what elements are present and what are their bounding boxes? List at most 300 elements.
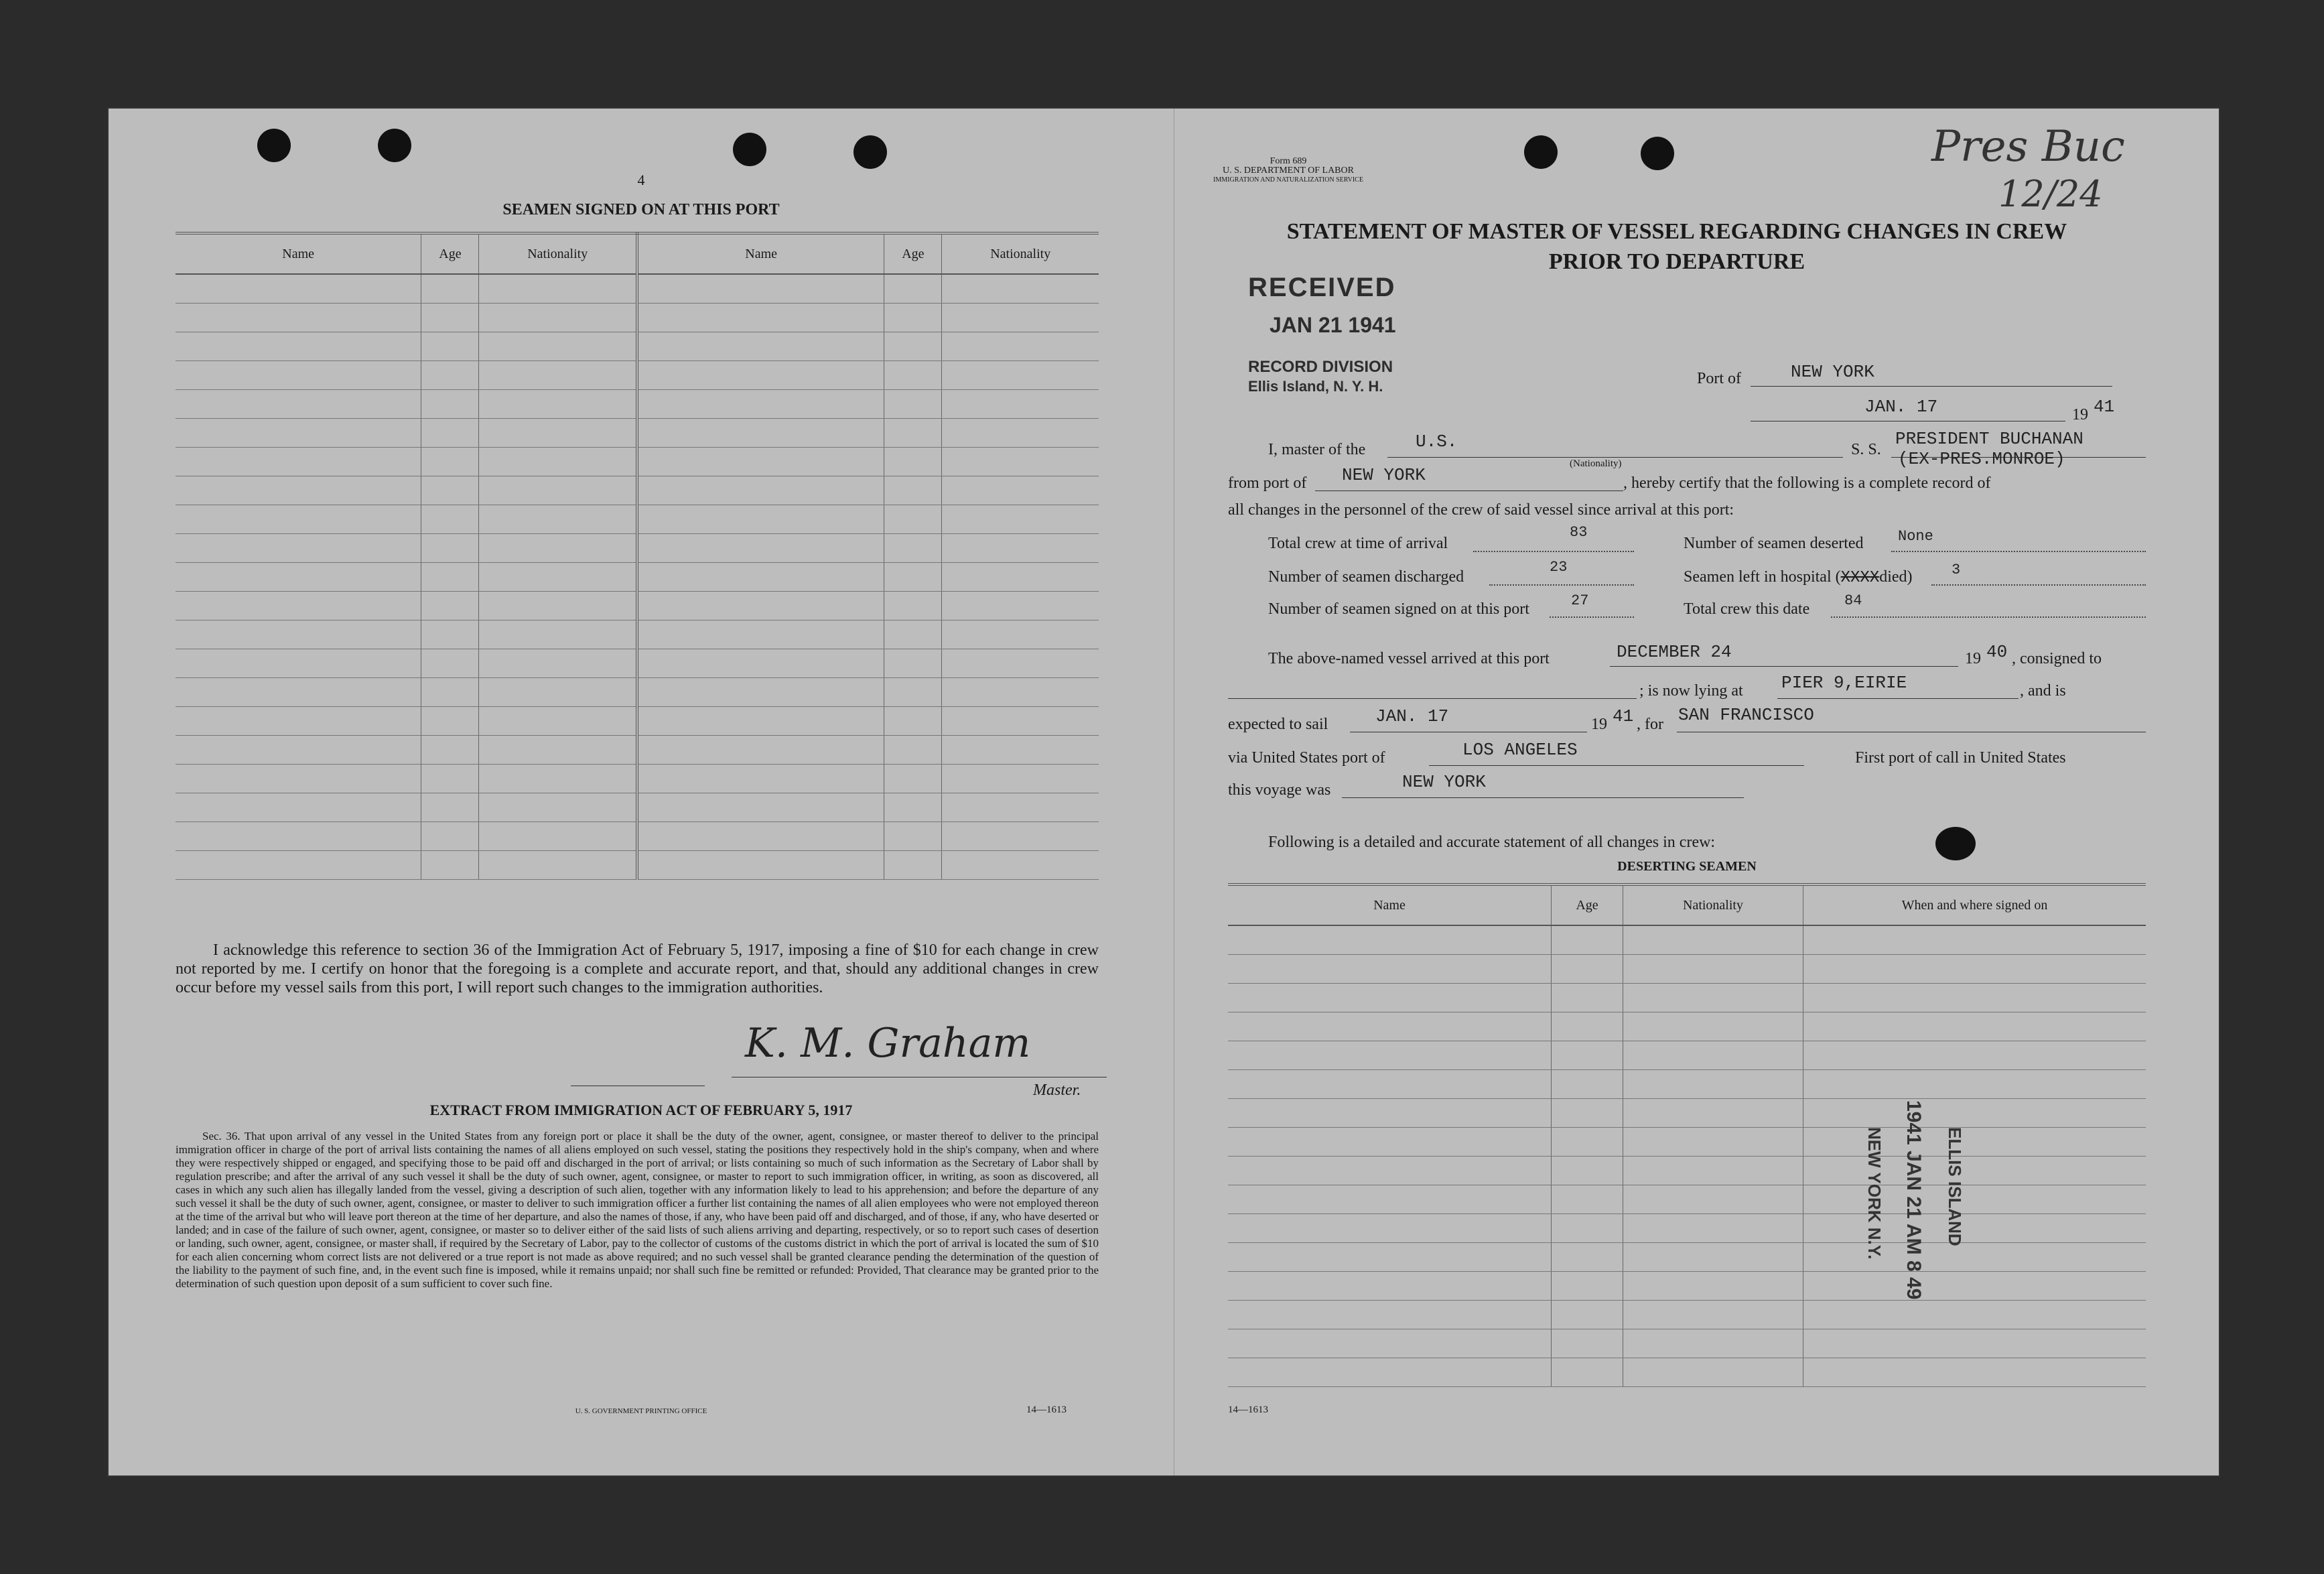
col-nationality: Nationality — [942, 233, 1099, 274]
master-signature: K. M. Graham — [745, 1020, 1031, 1067]
table-cell — [1552, 1358, 1623, 1387]
table-row — [176, 361, 1099, 390]
table-cell — [176, 736, 421, 765]
table-row — [176, 563, 1099, 592]
table-cell — [942, 563, 1099, 592]
table-row — [176, 736, 1099, 765]
table-row — [176, 765, 1099, 793]
table-cell — [1623, 1041, 1803, 1070]
stamp-division: RECORD DIVISION — [1248, 358, 1393, 376]
table-cell — [1228, 955, 1552, 984]
left-page — [109, 109, 1174, 1475]
col-name: Name — [1228, 884, 1552, 925]
table-cell — [637, 822, 884, 851]
table-cell — [637, 620, 884, 649]
table-row — [1228, 1243, 2146, 1272]
table-row — [1228, 1012, 2146, 1041]
table-row — [176, 620, 1099, 649]
table-row — [1228, 1214, 2146, 1243]
date-field: JAN. 17 — [1864, 397, 1938, 417]
table-cell — [637, 649, 884, 678]
table-cell — [942, 736, 1099, 765]
consignee-line — [1228, 698, 1637, 699]
table-cell — [479, 765, 637, 793]
table-row — [176, 678, 1099, 707]
expected-year-prefix: 19 — [1591, 716, 1607, 733]
table-row — [176, 592, 1099, 620]
table-cell — [637, 419, 884, 448]
table-cell — [637, 304, 884, 332]
hospital-field: 3 — [1952, 562, 1961, 578]
form-header — [1174, 157, 1402, 185]
table-cell — [637, 332, 884, 361]
table-cell — [1552, 1243, 1623, 1272]
table-cell — [1552, 1272, 1623, 1301]
col-signed-on: When and where signed on — [1803, 884, 2146, 925]
table-cell — [176, 304, 421, 332]
table-cell — [1228, 1272, 1552, 1301]
document-sheet — [107, 107, 2220, 1477]
col-nationality: Nationality — [479, 233, 637, 274]
table-cell — [176, 563, 421, 592]
master-label: Master. — [1033, 1081, 1081, 1099]
punch-hole — [853, 135, 887, 169]
table-cell — [942, 332, 1099, 361]
discharged-field: 23 — [1550, 559, 1568, 576]
table-cell — [1803, 1272, 2146, 1301]
table-cell — [421, 620, 479, 649]
table-cell — [637, 476, 884, 505]
table-row — [1228, 1070, 2146, 1099]
total-crew-arrival-label: Total crew at time of arrival — [1268, 535, 1448, 552]
table-row — [176, 448, 1099, 476]
table-cell — [1552, 1301, 1623, 1329]
table-cell — [421, 765, 479, 793]
table-row — [176, 822, 1099, 851]
table-cell — [942, 304, 1099, 332]
table-cell — [176, 476, 421, 505]
port-field: NEW YORK — [1791, 362, 1874, 382]
table-cell — [884, 476, 942, 505]
table-cell — [884, 620, 942, 649]
table-row — [176, 707, 1099, 736]
right-form-code: 14—1613 — [1228, 1404, 1268, 1415]
table-cell — [176, 361, 421, 390]
table-cell — [884, 649, 942, 678]
hospital-suffix: died) — [1879, 568, 1913, 586]
arrived-field: DECEMBER 24 — [1617, 642, 1732, 662]
table-cell — [421, 505, 479, 534]
table-cell — [1623, 1185, 1803, 1214]
table-cell — [1552, 955, 1623, 984]
table-cell — [637, 851, 884, 880]
table-cell — [884, 505, 942, 534]
table-row — [1228, 984, 2146, 1012]
table-cell — [421, 419, 479, 448]
table-cell — [479, 361, 637, 390]
table-cell — [942, 534, 1099, 563]
col-nationality: Nationality — [1623, 884, 1803, 925]
table-cell — [421, 448, 479, 476]
table-cell — [176, 534, 421, 563]
table-cell — [1552, 1214, 1623, 1243]
extract-text: Sec. 36. That upon arrival of any vessel in the United States from any foreign port or place it shall be the duty of the owner, agent, consignee, or master thereof to deliver to the principal immigration officer in charge of the port of arrival lists containing the names of all aliens employed on such vessel, stating the positions they respectively hold in the ship's company, when and where they were respectively shipped or engaged, and specifying those to be paid off and discharged in the port of arrival; or lists containing so much of such information as the Secretary of Labor shall by regulation prescribe; and after the arrival of any such vessel it shall be the duty of such owner, agent, consignee, or master to report to such immigration officer, in writing, as soon as discovered, all cases in which any such alien has illegally landed from the vessel, giving a description of such alien, together with any information likely to lead to his apprehension; and before the departure of any such vessel it shall be the duty of such owner, agent, consignee, or master to deliver to such immigration officer a further list containing the names of all alien employees who were not employed thereon at the time of the arrival but who will leave port thereon at the time of her departure, and also the names of those, if any, who have been paid off and discharged, and of those, if any, who have deserted or landed; and in case of the failure of such owner, agent, consignee, or master so to deliver either of the said lists of such aliens arriving and departing, respectively, or so to report such cases of desertion or landing, such owner, agent, consignee, or master shall, if required by the Secretary of Labor, pay to the collector of customs of the customs district in which the port of arrival is located the sum of $10 for each alien concerning whom correct lists are not delivered or a true report is not made as above required; and no such vessel shall be granted clearance pending the determination of the question of the liability to the payment of such fine, and, in the event such fine is imposed, while it remains unpaid; nor shall such fine be remitted or refunded: Provided, That clearance may be granted prior to the determination of such question upon deposit of a sum sufficient to cover such fine. — [176, 1130, 1099, 1290]
col-age: Age — [421, 233, 479, 274]
table-cell — [1552, 984, 1623, 1012]
left-section-title: SEAMEN SIGNED ON AT THIS PORT — [502, 201, 780, 218]
col-age: Age — [884, 233, 942, 274]
table-cell — [637, 563, 884, 592]
hospital-label-text: Seamen left in hospital ( — [1684, 568, 1841, 586]
table-cell — [637, 736, 884, 765]
table-cell — [884, 361, 942, 390]
table-cell — [421, 707, 479, 736]
leader-dots — [1891, 551, 2146, 552]
table-cell — [942, 448, 1099, 476]
table-cell — [884, 274, 942, 304]
table-cell — [1228, 1157, 1552, 1185]
table-row — [1228, 1301, 2146, 1329]
table-cell — [1803, 1157, 2146, 1185]
table-cell — [176, 620, 421, 649]
left-form-code: 14—1613 — [1026, 1404, 1067, 1415]
table-cell — [942, 678, 1099, 707]
and-is-label: , and is — [2020, 682, 2066, 700]
table-cell — [1803, 1358, 2146, 1387]
table-cell — [942, 851, 1099, 880]
hospital-struck: XXXX — [1840, 569, 1880, 587]
table-cell — [884, 736, 942, 765]
table-cell — [1228, 1214, 1552, 1243]
nationality-line — [1387, 457, 1843, 458]
received-stamp-date: JAN 21 1941 — [1270, 313, 1396, 337]
col-name: Name — [637, 233, 884, 274]
table-cell — [1803, 1099, 2146, 1128]
table-cell — [479, 390, 637, 419]
printer-note: U. S. GOVERNMENT PRINTING OFFICE — [575, 1407, 707, 1415]
total-crew-date-field: 84 — [1844, 592, 1862, 609]
table-cell — [479, 592, 637, 620]
table-cell — [421, 274, 479, 304]
table-cell — [1228, 1185, 1552, 1214]
table-cell — [1228, 1358, 1552, 1387]
table-cell — [637, 448, 884, 476]
table-cell — [942, 649, 1099, 678]
table-cell — [1623, 1128, 1803, 1157]
first-port-label: First port of call in United States — [1855, 749, 2066, 767]
received-stamp: RECEIVED — [1248, 273, 1396, 302]
table-cell — [884, 851, 942, 880]
table-row — [1228, 955, 2146, 984]
table-row — [1228, 1157, 2146, 1185]
table-cell — [637, 707, 884, 736]
table-cell — [637, 592, 884, 620]
table-cell — [479, 707, 637, 736]
table-cell — [884, 563, 942, 592]
table-cell — [1552, 1157, 1623, 1185]
table-cell — [1803, 955, 2146, 984]
master-of-label: I, master of the — [1268, 441, 1366, 458]
table-cell — [421, 649, 479, 678]
table-cell — [942, 765, 1099, 793]
voyage-label: this voyage was — [1228, 781, 1331, 799]
table-cell — [942, 707, 1099, 736]
table-cell — [884, 448, 942, 476]
col-age: Age — [1552, 884, 1623, 925]
leader-dots — [1931, 584, 2146, 586]
table-cell — [176, 448, 421, 476]
table-cell — [176, 274, 421, 304]
form-title: STATEMENT OF MASTER OF VESSEL REGARDING CHANGES IN CREW — [1286, 219, 2067, 244]
leader-dots — [1831, 616, 2146, 618]
total-crew-arrival-field: 83 — [1570, 524, 1588, 541]
punch-hole — [1641, 137, 1674, 170]
table-cell — [479, 448, 637, 476]
table-cell — [1228, 1012, 1552, 1041]
table-cell — [421, 678, 479, 707]
table-cell — [479, 822, 637, 851]
table-cell — [176, 707, 421, 736]
table-row — [176, 534, 1099, 563]
table-cell — [884, 793, 942, 822]
table-row — [1228, 1185, 2146, 1214]
from-port-field: NEW YORK — [1342, 465, 1426, 485]
table-row — [1228, 1272, 2146, 1301]
table-row — [1228, 1329, 2146, 1358]
handwritten-fraction: 12/24 — [1998, 173, 2103, 215]
table-cell — [479, 563, 637, 592]
table-cell — [479, 304, 637, 332]
acknowledgment-text: I acknowledge this reference to section 36 of the Immigration Act of February 5, 1917, imposing a fine of $10 for each change in crew not reported by me. I certify on honor that the foregoing is a complete and accurate report, and that, should any additional changes in crew occur before my vessel sails from this port, I will report such changes to the immigration authorities. — [176, 941, 1099, 996]
all-changes-text: all changes in the personnel of the crew of said vessel since arrival at this port: — [1228, 501, 1734, 519]
table-cell — [1552, 1012, 1623, 1041]
table-cell — [1803, 1214, 2146, 1243]
table-cell — [1552, 1099, 1623, 1128]
voyage-line — [1342, 797, 1744, 798]
expected-label: expected to sail — [1228, 716, 1328, 733]
table-cell — [1803, 1128, 2146, 1157]
port-line — [1751, 386, 2112, 387]
right-page — [1174, 109, 2219, 1475]
table-cell — [1228, 1329, 1552, 1358]
table-row — [1228, 1099, 2146, 1128]
table-cell — [421, 592, 479, 620]
table-cell — [1623, 925, 1803, 955]
table-cell — [1803, 1070, 2146, 1099]
table-cell — [637, 390, 884, 419]
arrived-year-field: 40 — [1986, 642, 2008, 662]
from-port-line — [1315, 490, 1623, 491]
table-row — [176, 793, 1099, 822]
table-cell — [637, 534, 884, 563]
table-row — [1228, 1358, 2146, 1387]
table-cell — [1623, 1157, 1803, 1185]
table-cell — [942, 793, 1099, 822]
via-field: LOS ANGELES — [1462, 740, 1578, 760]
table-cell — [479, 332, 637, 361]
via-label: via United States port of — [1228, 749, 1385, 767]
table-cell — [1228, 1041, 1552, 1070]
certify-text: , hereby certify that the following is a complete record of — [1623, 474, 1991, 492]
table-cell — [942, 274, 1099, 304]
table-cell — [1552, 1041, 1623, 1070]
table-cell — [479, 736, 637, 765]
table-cell — [421, 822, 479, 851]
year-prefix: 19 — [2072, 406, 2088, 423]
table-cell — [479, 851, 637, 880]
table-cell — [1623, 1012, 1803, 1041]
table-cell — [1228, 1243, 1552, 1272]
table-cell — [479, 620, 637, 649]
signed-on-field: 27 — [1571, 592, 1589, 609]
side-stamp-city: NEW YORK N.Y. — [1864, 1127, 1885, 1260]
table-cell — [942, 476, 1099, 505]
table-cell — [942, 592, 1099, 620]
arrived-label: The above-named vessel arrived at this port — [1268, 650, 1550, 667]
table-cell — [421, 332, 479, 361]
table-cell — [637, 678, 884, 707]
punch-hole — [1524, 135, 1558, 169]
signed-on-label: Number of seamen signed on at this port — [1268, 600, 1529, 618]
consigned-label: , consigned to — [2012, 650, 2102, 667]
stamp-location: Ellis Island, N. Y. H. — [1248, 378, 1383, 395]
year-field: 41 — [2094, 397, 2115, 417]
table-cell — [942, 419, 1099, 448]
voyage-field: NEW YORK — [1402, 772, 1486, 792]
table-cell — [1552, 1128, 1623, 1157]
table-row — [1228, 1041, 2146, 1070]
table-cell — [1623, 984, 1803, 1012]
table-cell — [176, 793, 421, 822]
expected-field: JAN. 17 — [1375, 706, 1449, 726]
table-cell — [942, 505, 1099, 534]
table-cell — [884, 332, 942, 361]
table-cell — [1803, 1301, 2146, 1329]
table-cell — [479, 649, 637, 678]
department-name: U. S. DEPARTMENT OF LABOR — [1223, 166, 1354, 176]
port-label: Port of — [1697, 370, 1741, 387]
table-cell — [884, 419, 942, 448]
table-cell — [1623, 1214, 1803, 1243]
table-cell — [176, 592, 421, 620]
table-cell — [479, 505, 637, 534]
table-cell — [884, 304, 942, 332]
table-cell — [421, 476, 479, 505]
table-cell — [479, 476, 637, 505]
table-cell — [1803, 1012, 2146, 1041]
table-cell — [176, 505, 421, 534]
table-row — [176, 419, 1099, 448]
table-cell — [479, 678, 637, 707]
deserted-field: None — [1898, 528, 1933, 545]
table-cell — [1552, 1329, 1623, 1358]
page-number: 4 — [637, 172, 645, 188]
table-cell — [1623, 1329, 1803, 1358]
from-port-label: from port of — [1228, 474, 1307, 492]
form-subtitle: PRIOR TO DEPARTURE — [1548, 249, 1805, 274]
table-cell — [421, 361, 479, 390]
hospital-label — [1684, 568, 1913, 587]
table-cell — [884, 822, 942, 851]
table-cell — [884, 534, 942, 563]
for-field: SAN FRANCISCO — [1678, 705, 1814, 725]
arrived-year-prefix: 19 — [1965, 650, 1981, 667]
table-cell — [1228, 984, 1552, 1012]
table-row — [176, 390, 1099, 419]
table-cell — [176, 390, 421, 419]
extract-title: EXTRACT FROM IMMIGRATION ACT OF FEBRUARY 5, 1917 — [429, 1102, 853, 1118]
table-row — [1228, 925, 2146, 955]
table-row — [176, 304, 1099, 332]
table-cell — [176, 332, 421, 361]
handwritten-note: Pres Buc — [1931, 122, 2125, 172]
deserting-seamen-table — [1228, 883, 2146, 1387]
table-row — [176, 274, 1099, 304]
signed-on-table — [176, 232, 1099, 880]
table-row — [176, 851, 1099, 880]
table-cell — [1803, 925, 2146, 955]
lying-line — [1777, 698, 2019, 699]
table-row — [176, 332, 1099, 361]
table-cell — [1803, 984, 2146, 1012]
table-cell — [1623, 955, 1803, 984]
table-cell — [421, 390, 479, 419]
table-cell — [942, 361, 1099, 390]
table-cell — [421, 793, 479, 822]
table-cell — [421, 534, 479, 563]
table-cell — [176, 649, 421, 678]
vessel-name: PRESIDENT BUCHANAN — [1895, 429, 2083, 449]
deserted-label: Number of seamen deserted — [1684, 535, 1864, 552]
table-cell — [1623, 1099, 1803, 1128]
leader-dots — [1550, 616, 1634, 618]
signed-on-rows — [176, 274, 1099, 880]
table-cell — [637, 793, 884, 822]
table-cell — [1228, 1070, 1552, 1099]
via-line — [1429, 765, 1804, 766]
table-cell — [176, 822, 421, 851]
table-cell — [1228, 1301, 1552, 1329]
table-cell — [479, 419, 637, 448]
table-cell — [1552, 1185, 1623, 1214]
arrived-line — [1610, 666, 1958, 667]
table-row — [176, 649, 1099, 678]
table-cell — [637, 361, 884, 390]
table-cell — [637, 274, 884, 304]
punch-hole — [733, 133, 766, 166]
table-cell — [1623, 1272, 1803, 1301]
table-cell — [637, 765, 884, 793]
punch-hole — [257, 129, 291, 162]
table-cell — [884, 592, 942, 620]
table-cell — [421, 736, 479, 765]
table-cell — [1552, 1070, 1623, 1099]
side-stamp-date: 1941 JAN 21 AM 8 49 — [1903, 1100, 1925, 1300]
table-cell — [479, 534, 637, 563]
lying-field: PIER 9,EIRIE — [1781, 673, 1907, 693]
table-cell — [176, 765, 421, 793]
table-cell — [884, 707, 942, 736]
table-cell — [421, 851, 479, 880]
table-cell — [1228, 1099, 1552, 1128]
table-cell — [1803, 1243, 2146, 1272]
table-cell — [884, 765, 942, 793]
leader-dots — [1473, 551, 1634, 552]
table-row — [176, 476, 1099, 505]
punch-hole — [378, 129, 411, 162]
table-cell — [637, 505, 884, 534]
ss-label: S. S. — [1851, 441, 1881, 458]
